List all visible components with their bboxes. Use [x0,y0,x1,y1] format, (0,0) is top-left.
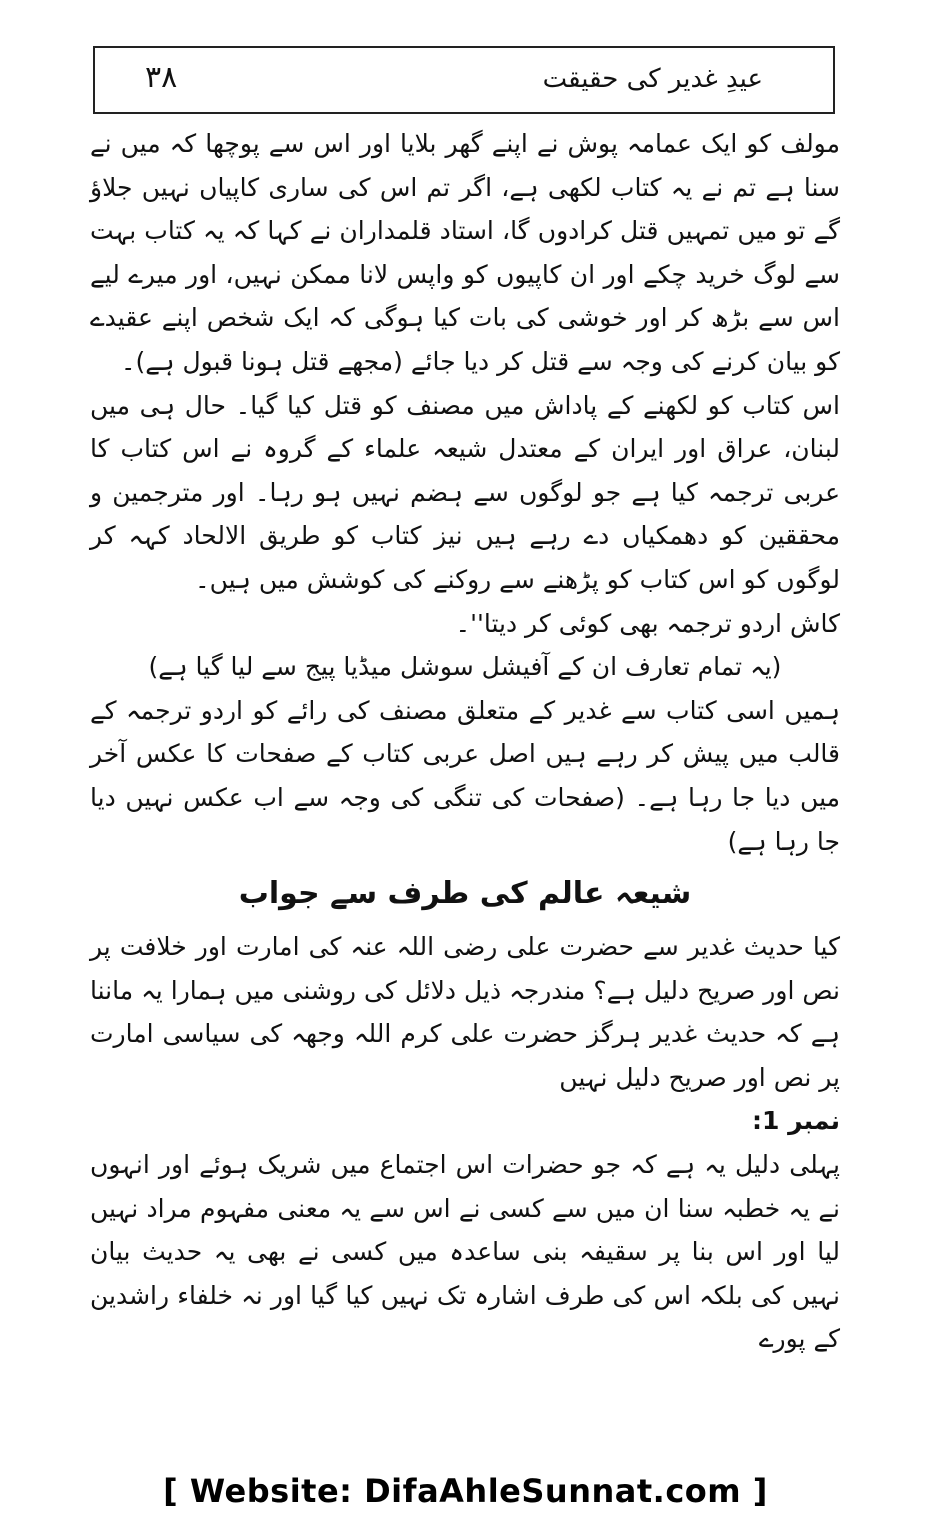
page-body [90,122,840,1361]
page-header-box [93,46,835,114]
source-note: (یہ تمام تعارف ان کے آفیشل سوشل میڈیا پیج سے لیا گیا ہے) [148,652,782,682]
website-footer: [ Website: DifaAhleSunnat.com ] [163,1472,768,1510]
paragraph-intro: ہمیں اسی کتاب سے غدیر کے متعلق مصنف کی رائے کو اردو ترجمہ کے قالب میں پیش کر رہے ہیں اصل عربی کتاب کے صفحات کا عکس آخر میں دیا جا رہا ہے۔ (صفحات کی تنگی کی وجہ سے اب عکس نہیں دیا جا رہا ہے) [90,695,840,856]
page-number: ۳۸ [145,60,178,95]
running-title: عیدِ غدیر کی حقیقت [542,64,763,94]
paragraph-urdu-wish: کاش اردو ترجمہ بھی کوئی کر دیتا''۔ [455,608,840,638]
numbered-label: نمبر 1: [751,1106,840,1136]
paragraph-question: کیا حدیث غدیر سے حضرت علی رضی اللہ عنہ کی امارت اور خلافت پر نص اور صریح دلیل ہے؟ مندرجہ ذیل دلائل کی روشنی میں ہمارا یہ ماننا ہے کہ حدیث غدیر ہرگز حضرت علی کرم اللہ وجھہ کی سیاسی امارت پر نص اور صریح دلیل نہیں [90,932,840,1092]
paragraph-author-killed: اس کتاب کو لکھنے کے پاداش میں مصنف کو قتل کیا گیا۔ حال ہی میں لبنان، عراق اور ایران کے معتدل شیعہ علماء کے گروہ نے اس کتاب کا عربی ترجمہ کیا ہے جو لوگوں سے ہضم نہیں ہو رہا۔ اور مترجمین و محققین کو دھمکیاں دے رہے ہیں نیز کتاب کو طریق الالحاد کہہ کر لوگوں کو اس کتاب کو پڑھنے سے روکنے کی کوشش میں ہیں۔ [90,390,840,594]
section-heading: شیعہ عالم کی طرف سے جواب [238,876,692,912]
paragraph-author-story: مولف کو ایک عمامہ پوش نے اپنے گھر بلایا اور اس سے پوچھا کہ میں نے سنا ہے تم نے یہ کتاب لکھی ہے، اگر تم اس کی ساری کاپیاں نہیں جلاؤ گے تو میں تمہیں قتل کرادوں گا، استاد قلمداران نے کہا کہ یہ کتاب بہت سے لوگ خرید چکے اور ان کاپیوں کو واپس لانا ممکن نہیں، اور میرے لیے اس سے بڑھ کر اور خوشی کی بات کیا ہوگی کہ ایک شخص اپنے عقیدے کو بیان کرنے کی وجہ سے قتل کر دیا جائے (مجھے قتل ہونا قبول ہے)۔ [90,129,840,376]
paragraph-point-one: پہلی دلیل یہ ہے کہ جو حضرات اس اجتماع میں شریک ہوئے اور انہوں نے یہ خطبہ سنا ان میں سے کسی نے اس سے یہ معنی مفہوم مراد نہیں لیا اور اس بنا پر سقیفہ بنی ساعدہ میں کسی نے بھی یہ حدیث بیان نہیں کی بلکہ اس کی طرف اشارہ تک نہیں کیا گیا اور نہ خلفاء راشدین کے پورے [90,1150,840,1354]
